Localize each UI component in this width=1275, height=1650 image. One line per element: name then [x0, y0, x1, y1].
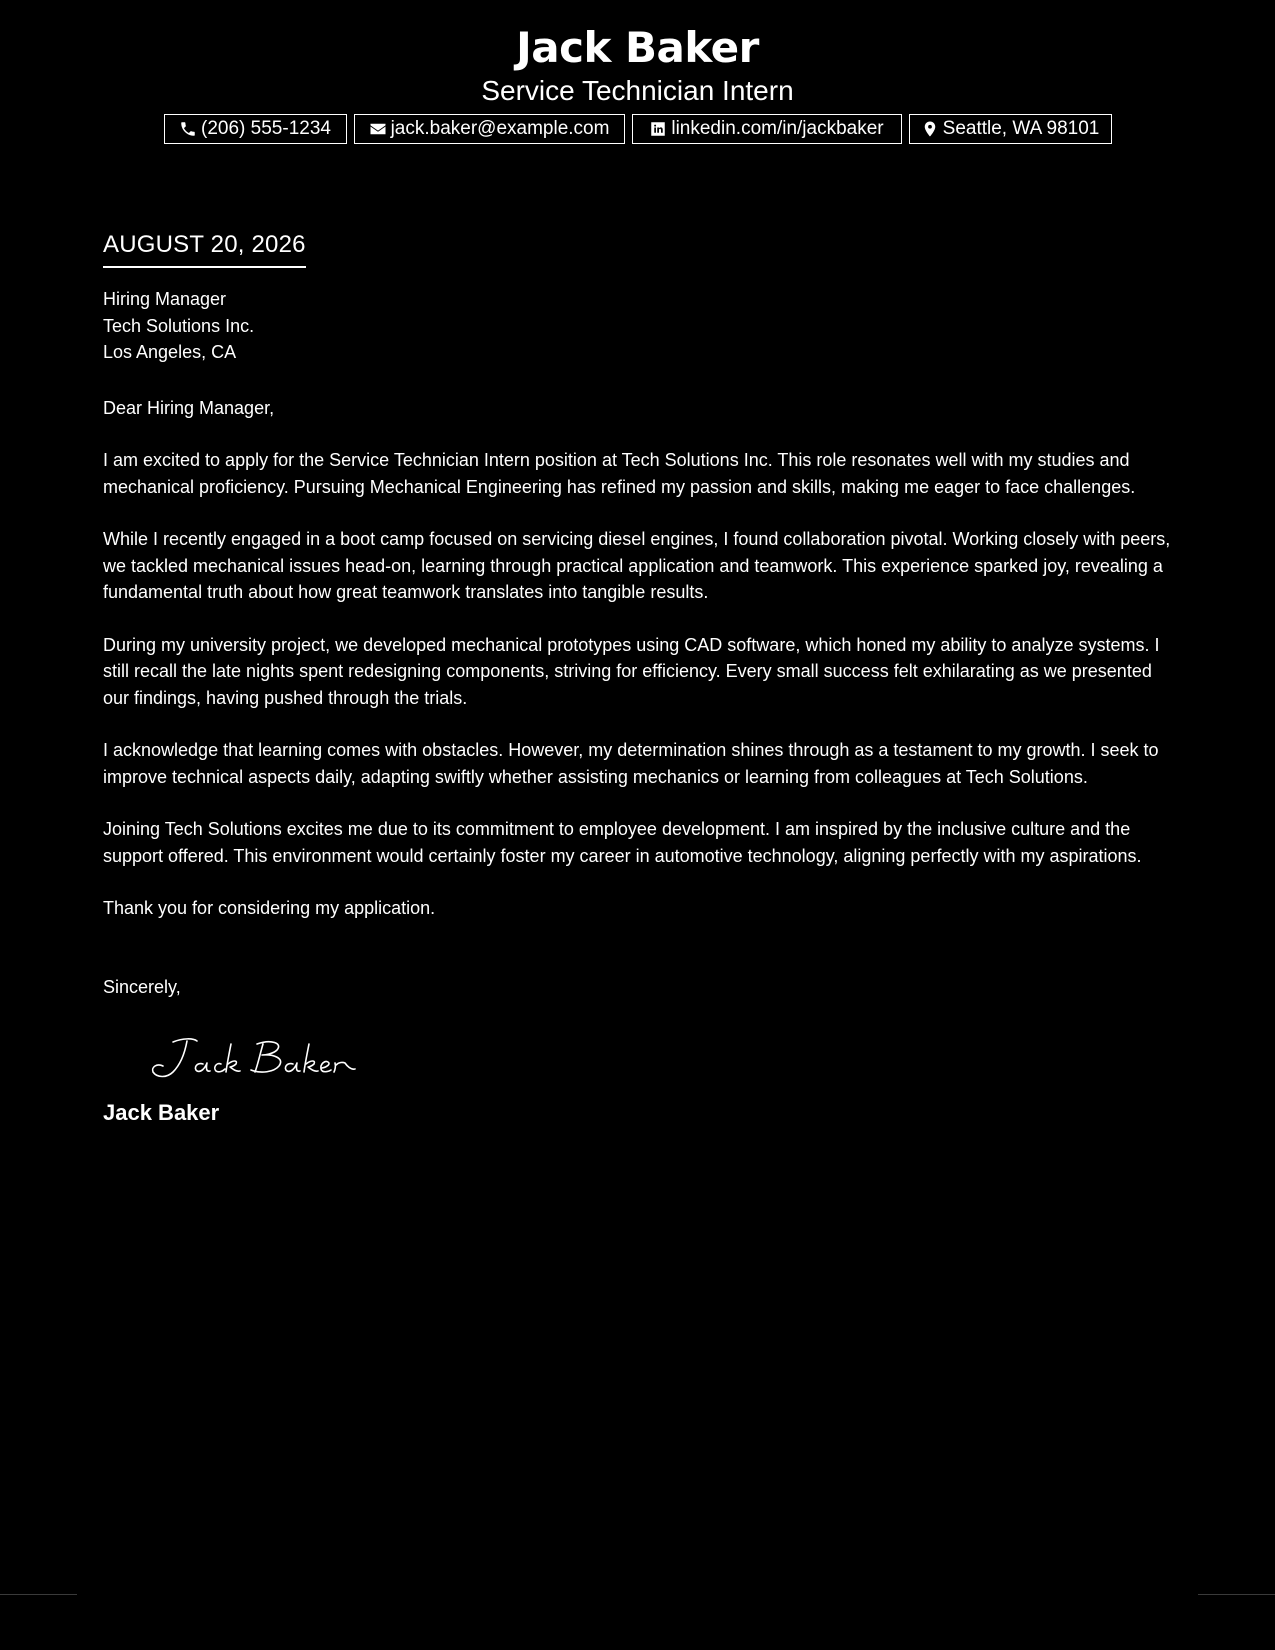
- letter-header: [0, 22, 1275, 108]
- letter-body: [103, 226, 1173, 1128]
- signer-name: Jack Baker: [103, 1100, 220, 1125]
- phone-icon: [179, 120, 197, 138]
- footer-divider-left: [0, 1594, 77, 1595]
- body-paragraph: I acknowledge that learning comes with obstacles. However, my determination shines through as a testament to my growth. I seek to improve technical aspects daily, adapting swiftly whether assisting mechanics or learning from colleagues at Tech Solutions.: [103, 740, 1159, 787]
- contact-location[interactable]: [909, 114, 1112, 144]
- contact-email-text: jack.baker@example.com: [390, 118, 610, 139]
- job-title: Service Technician Intern: [481, 75, 794, 106]
- body-paragraph: I am excited to apply for the Service Technician Intern position at Tech Solutions Inc. This role resonates well with my studies and mechanical proficiency. Pursuing Mechanical Engineering has refined my passion and skills, making me eager to face challenges.: [103, 450, 1136, 497]
- closing: Sincerely,: [103, 976, 181, 997]
- recipient-block: [103, 286, 1173, 366]
- footer-divider-right: [1198, 1594, 1275, 1595]
- contact-linkedin[interactable]: [632, 114, 902, 144]
- recipient-name: Hiring Manager: [103, 289, 227, 309]
- linkedin-icon: [649, 120, 667, 138]
- contact-email[interactable]: [354, 114, 625, 144]
- contact-phone[interactable]: [164, 114, 347, 144]
- closing-thanks: Thank you for considering my application.: [103, 898, 436, 918]
- body-paragraph: While I recently engaged in a boot camp focused on servicing diesel engines, I found collaboration pivotal. Working closely with peers, we tackled mechanical issues head-on, learning through practical application and teamwork. This experience sparked joy, revealing a fundamental truth about how great teamwork translates into tangible results.: [103, 529, 1171, 602]
- handwritten-signature: [139, 1028, 379, 1088]
- recipient-company: Tech Solutions Inc.: [103, 315, 255, 336]
- contact-location-text: Seattle, WA 98101: [942, 118, 1100, 139]
- contact-bar: [0, 114, 1275, 144]
- body-paragraph: Joining Tech Solutions excites me due to its commitment to employee development. I am inspired by the inclusive culture and the support offered. This environment would certainly foster my career in automotive technology, aligning perfectly with my aspirations.: [103, 819, 1142, 866]
- contact-linkedin-text: linkedin.com/in/jackbaker: [671, 118, 884, 139]
- recipient-location: Los Angeles, CA: [103, 342, 237, 362]
- body-paragraph: During my university project, we developed mechanical prototypes using CAD software, which honed my ability to analyze systems. I still recall the late nights spent redesigning components, striving for efficiency. Every small success felt exhilarating as we presented our findings, having pushed through the trials.: [103, 634, 1160, 708]
- applicant-name: Jack Baker: [516, 23, 759, 72]
- salutation: Dear Hiring Manager,: [103, 397, 275, 418]
- letter-date: AUGUST 20, 2026: [103, 226, 306, 268]
- contact-phone-text: (206) 555-1234: [201, 118, 331, 139]
- map-marker-icon: [921, 120, 939, 138]
- envelope-icon: [369, 120, 387, 138]
- signature-graphic: [139, 1028, 379, 1088]
